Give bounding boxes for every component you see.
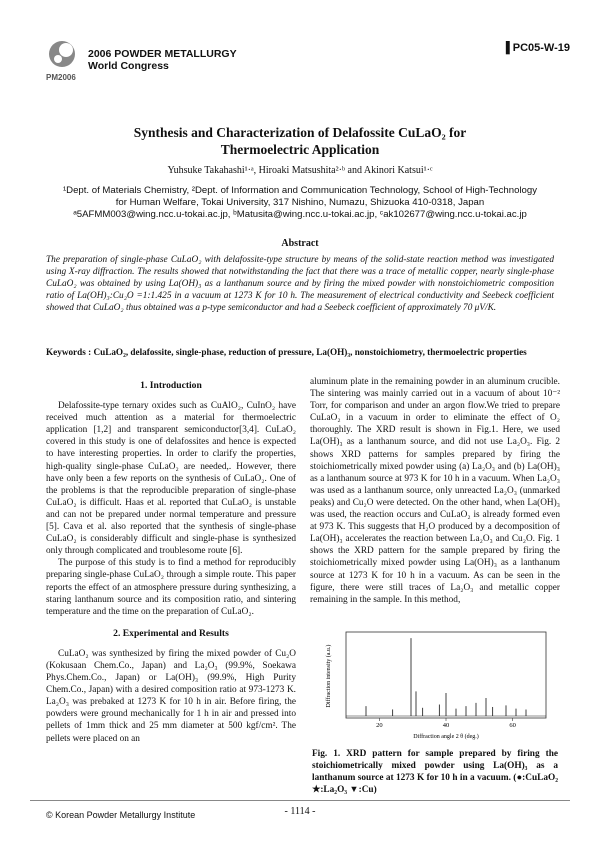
affiliation-line2: for Human Welfare, Tokai University, 317 Nishino, Numazu, Shizuoka 410-0318, Japan <box>115 197 485 208</box>
results-paragraph: aluminum plate in the remaining powder in an aluminum crucible. The sintering was mainly carried out in a vacuum of about 10⁻² Torr, for comparison and under an argon flow.We tried to prepare CuLaO₂ in a vacuum in order to eliminate the effect of O₂ thoroughly. The XRD result is shown in Fig.1. Here, we used La(OH)₃ as a lanthanum source, and did not use La₂O₃. Fig. 2 shows XRD patterns for samples prepared by firing the stoichiometrically mixed powder using (a) La₂O₃ and (b) La(OH)₃ as a lanthanum source at 973 K for 10 h in a vacuum. When La₂O₃ was used as a lanthanum source, only unreacted La₂O₃ (unmarked peaks) and Cu₂O were detected. On the other hand, when La(OH)₃ was used, the reaction occurs and CuLaO₂ is already formed even at 973 K. This suggests that H₂O produced by a decomposition of La(OH)₃ accelerates the reaction between La₂O₃ and Cu₂O. Fig. 1 shows the XRD pattern for the sample prepared by firing the stoichiometrically mixed powder using La(OH)₃ as a lanthanum source at 1273 K for 10 h in a vacuum. As can be seen in the figure, there were still traces of La₂O₃ and metallic copper remaining in the sample. In this method, <box>310 377 560 605</box>
page-number: - 1114 - <box>284 806 316 817</box>
abstract-heading: Abstract <box>281 238 319 249</box>
footer-rule <box>30 800 570 801</box>
x-tick-labels <box>376 718 516 729</box>
intro-paragraph-2: The purpose of this study is to find a method for reproducibly preparing single-phase CuLaO₂ through a simple route. This paper reports the effect of an atmosphere pressure during synthesizing, a staring lanthanum source and its composition ratio, and sintering temperature and the time on the preparation of CuLaO₂. <box>46 558 296 617</box>
x-tick-20: 20 <box>376 722 383 729</box>
x-axis-label: Diffraction angle 2 θ (deg.) <box>413 734 479 740</box>
logo-text: PM2006 <box>46 73 76 82</box>
paper-title <box>60 124 540 158</box>
abstract-text: The preparation of single-phase CuLaO₂ with delafossite-type structure by means of the solid-state reaction method was investigated using X-ray diffraction. The results showed that notwithstanding the fact that there was a trace of metallic copper, nearly single-phase CuLaO₂ was obtained by using La(OH)₃ as a lanthanum source and by firing the mixed powder with nonstoichiometric composition ratio of La(OH)₃:Cu₂O =1:1.425 in a vacuum at 1273 K for 10 h. The measurement of electrical conductivity and Seebeck coefficient showed that CuLaO₂ thus obtained was a p-type semiconductor and had a Seebeck coefficient of approximately 70 μV/K. <box>46 255 554 313</box>
affiliation <box>30 185 570 221</box>
affiliation-line1: ¹Dept. of Materials Chemistry, ²Dept. of Information and Communication Technology, School of High-Technology <box>62 185 538 196</box>
experimental-paragraph: CuLaO₂ was synthesized by firing the mixed powder of Cu₂O (Kokusaan Chem.Co., Japan) and La₂O₃ (99.9%, Soekawa Phys.Chem.Co., Japan) or La(OH)₃ (99.9%, High Purity Chem.Co., Japan) with a desired composition ratio at 973-1273 K. La₂O₃ was prebaked at 1273 K for 10 h in air. Before firing, the powders were ground mechanically for 1 h in air and pressed into pellets of 1mm thick and 25 mm diameter at 500 kgf/cm². The pellets were placed on an <box>46 648 296 744</box>
experimental-heading: 2. Experimental and Results <box>113 627 229 639</box>
left-column <box>46 376 296 745</box>
intro-heading: 1. Introduction <box>140 380 202 391</box>
conference-line2: World Congress <box>88 60 169 72</box>
x-tick-60: 60 <box>509 722 516 729</box>
authors: Yuhsuke Takahashi¹·ᵃ, Hiroaki Matsushita²·ᵇ and Akinori Katsui¹·ᶜ <box>167 165 433 176</box>
figure-caption: Fig. 1. XRD pattern for sample prepared by firing the stoichiometrically mixed powder using La(OH)₃ as a lanthanum source at 1273 K for 10 h in a vacuum. (●:CuLaO₂ ★:La₂O₃ ▼:Cu) <box>312 749 558 795</box>
conference-name <box>88 48 237 72</box>
peak-series <box>346 638 546 716</box>
y-axis-label: Diffraction intensity (a.u.) <box>326 644 332 708</box>
x-tick-40: 40 <box>442 722 450 729</box>
title-line1: Synthesis and Characterization of Delafossite CuLaO₂ for <box>133 125 467 140</box>
right-column <box>310 376 560 606</box>
affiliation-emails: ᵃ5AFMM003@wing.ncc.u-tokai.ac.jp, ᵇMatusita@wing.ncc.u-tokai.ac.jp, ᶜak102677@wing.ncc.u-tokai.ac.jp <box>73 209 527 220</box>
conference-line1: 2006 POWDER METALLURGY <box>88 48 237 60</box>
intro-paragraph-1: Delafossite-type ternary oxides such as CuAlO₂, CuInO₂ have received much attention as a material for thermoelectric application [1,2] and transparent semiconductor[3,4]. CuLaO₂ covered in this study is one of delafossites and hence is expected to have interesting properties. In order to clarify the properties, high-quality single-phase CuLaO₂ are needed,. However, there have only been a few reports on the synthesis of CuLaO₂. One of the problems is that the reproducible preparation of single-phase CuLaO₂ is difficult. Haas et al. reported that CuLaO₂ is unstable and can not be prepared under normal temperature and pressure [5]. Cava et al. also reported that the synthesis of single-phase CuLaO₂ is considerably difficult and single-phase is synthesized only through complicated and troublesome route [6]. <box>46 401 296 557</box>
pm2006-logo <box>44 38 80 82</box>
publisher-notice: © Korean Powder Metallurgy Institute <box>46 810 196 820</box>
keywords: Keywords : CuLaO₂, delafossite, single-phase, reduction of pressure, La(OH)₃, nonstoichiometry, thermoelectric properties <box>46 347 527 357</box>
xrd-chart <box>318 628 554 740</box>
paper-code: ▐ PC05-W-19 <box>501 42 570 54</box>
xrd-figure <box>318 628 554 740</box>
title-line2: Thermoelectric Application <box>220 142 380 157</box>
paper-code-text: PC05-W-19 <box>512 42 570 54</box>
